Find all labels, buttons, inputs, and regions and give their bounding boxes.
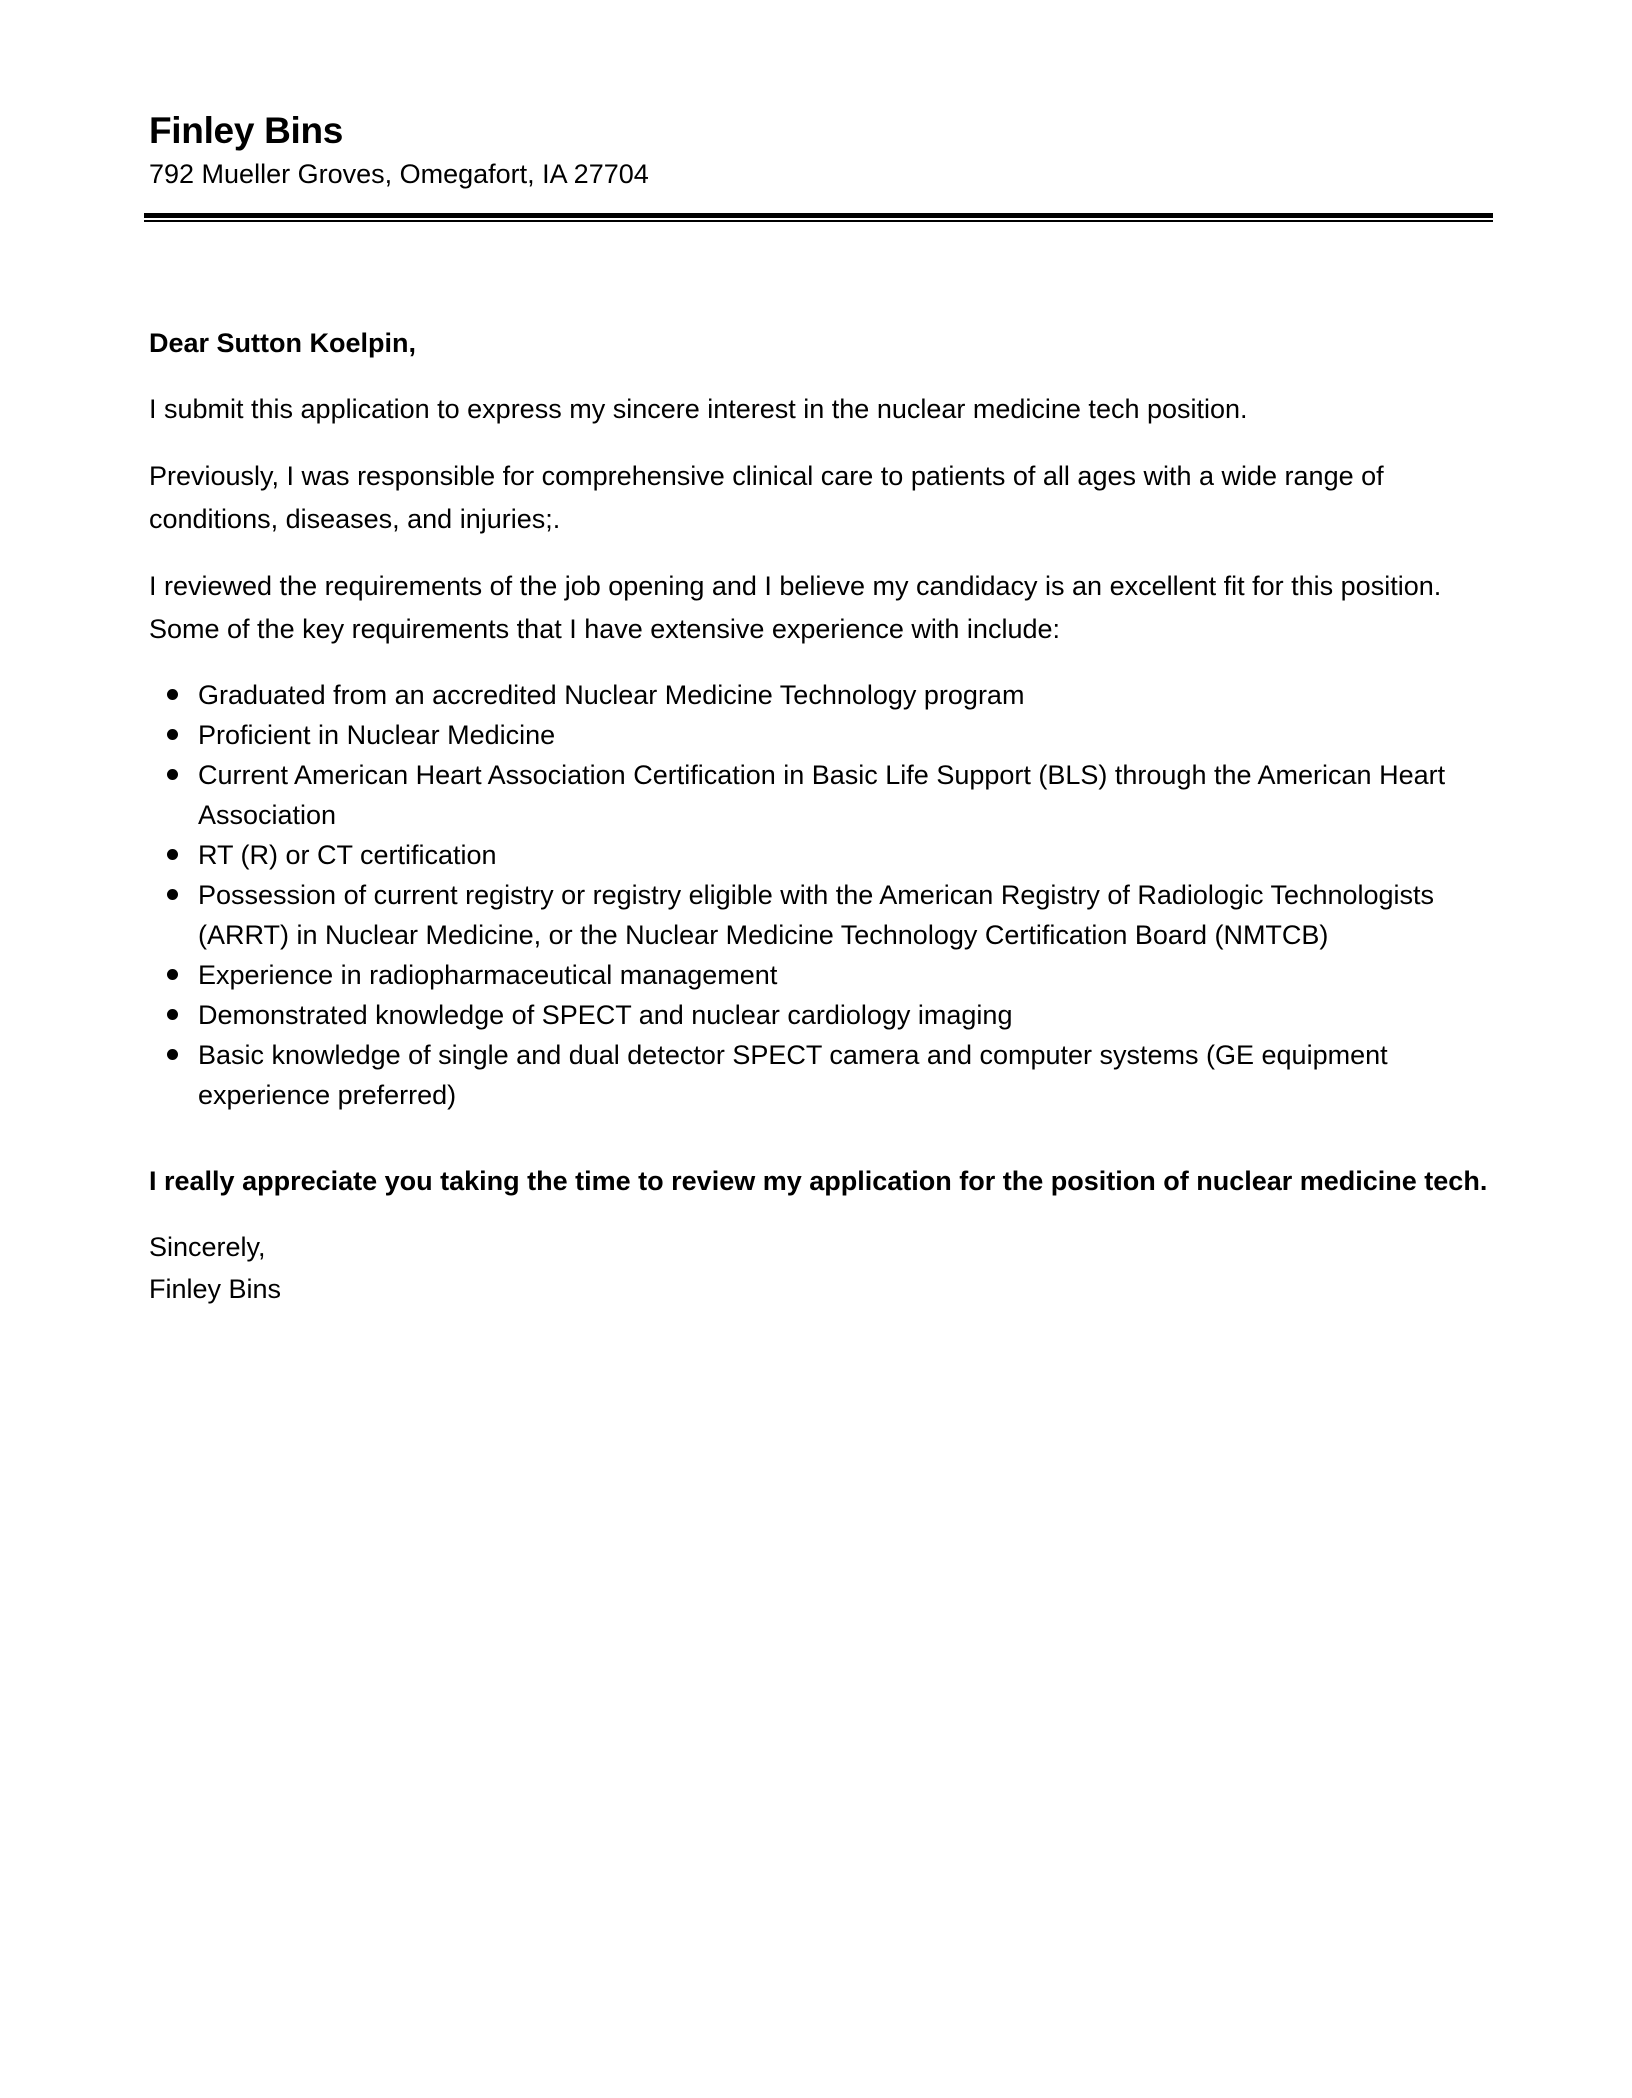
list-item [149, 995, 1489, 1035]
list-item-text: Experience in radiopharmaceutical management [198, 960, 778, 990]
bullet-icon [167, 849, 178, 860]
list-item-text: Demonstrated knowledge of SPECT and nuclear cardiology imaging [198, 1000, 1013, 1030]
list-item-text: Proficient in Nuclear Medicine [198, 720, 556, 750]
list-item-text: RT (R) or CT certification [198, 840, 497, 870]
list-item [149, 755, 1489, 835]
list-item-text: Current American Heart Association Certification in Basic Life Support (BLS) through the American Heart Association [198, 760, 1446, 830]
intro-paragraph: I submit this application to express my sincere interest in the nuclear medicine tech position. [149, 394, 1248, 424]
bullet-icon [167, 729, 178, 740]
requirements-intro-paragraph: I reviewed the requirements of the job opening and I believe my candidacy is an excellent fit for this position. Some of the key requirements that I have extensive experience with include: [149, 571, 1442, 644]
letter-body [149, 322, 1489, 1310]
signoff-text: Sincerely, [149, 1232, 266, 1262]
list-item [149, 1035, 1489, 1115]
header-divider-thin [144, 220, 1493, 222]
bullet-icon [167, 969, 178, 980]
salutation: Dear Sutton Koelpin, [149, 328, 417, 358]
list-item-text: Graduated from an accredited Nuclear Medicine Technology program [198, 680, 1025, 710]
letter-header [149, 108, 1489, 192]
list-item [149, 955, 1489, 995]
bullet-icon [167, 889, 178, 900]
bullet-icon [167, 689, 178, 700]
list-item [149, 715, 1489, 755]
requirements-list [149, 675, 1489, 1115]
list-item [149, 835, 1489, 875]
bullet-icon [167, 769, 178, 780]
sender-name: Finley Bins [149, 110, 344, 151]
list-item-text: Basic knowledge of single and dual detector SPECT camera and computer systems (GE equipment experience preferred) [198, 1040, 1388, 1110]
bullet-icon [167, 1009, 178, 1020]
sender-address: 792 Mueller Groves, Omegafort, IA 27704 [149, 159, 649, 189]
list-item-text: Possession of current registry or registry eligible with the American Registry of Radiologic Technologists (ARRT) in Nuclear Medicine, or the Nuclear Medicine Technology Certification Board (NMTCB) [198, 880, 1435, 950]
signature-name: Finley Bins [149, 1274, 282, 1304]
signoff-block [149, 1226, 1489, 1310]
closing-paragraph: I really appreciate you taking the time to review my application for the position of nuclear medicine tech. [149, 1166, 1488, 1196]
header-divider-thick [144, 213, 1493, 218]
experience-paragraph: Previously, I was responsible for comprehensive clinical care to patients of all ages with a wide range of conditions, diseases, and injuries;. [149, 461, 1384, 534]
bullet-icon [167, 1049, 178, 1060]
list-item [149, 675, 1489, 715]
list-item [149, 875, 1489, 955]
